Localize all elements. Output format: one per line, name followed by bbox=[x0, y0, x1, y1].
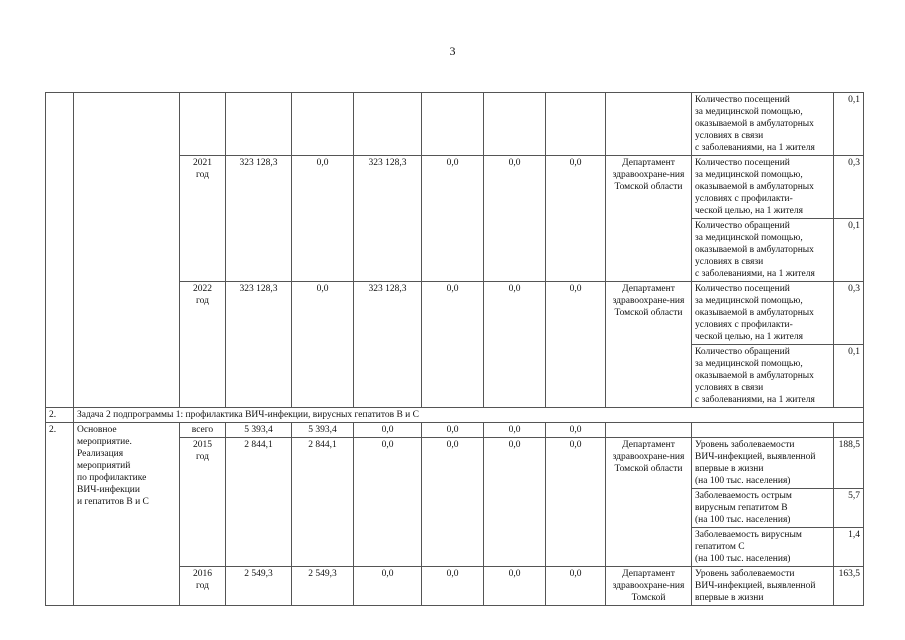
responsible-cell: Департамент здравоохране-ния Томской области bbox=[606, 282, 692, 408]
indicator-value: 188,5 bbox=[834, 438, 864, 489]
indicator-name: Количество посещений за медицинской помощью, оказываемой в амбулаторных условиях с профилакти- ческой целью, на 1 жителя bbox=[692, 156, 834, 219]
responsible-cell: Департамент здравоохране-ния Томской области bbox=[606, 156, 692, 282]
amount-cell: 0,0 bbox=[546, 567, 606, 606]
indicator-value: 0,3 bbox=[834, 282, 864, 345]
amount-cell: 0,0 bbox=[484, 438, 546, 567]
amount-cell: 0,0 bbox=[546, 282, 606, 408]
amount-cell: 2 549,3 bbox=[226, 567, 292, 606]
amount-cell: 0,0 bbox=[484, 156, 546, 282]
program-table bbox=[45, 92, 864, 606]
indicator-value: 5,7 bbox=[834, 489, 864, 528]
indicator-name: Заболеваемость вирусным гепатитом С (на 100 тыс. населения) bbox=[692, 528, 834, 567]
amount-cell: 0,0 bbox=[292, 156, 354, 282]
amount-cell: 0,0 bbox=[422, 567, 484, 606]
amount-cell: 0,0 bbox=[422, 282, 484, 408]
amount-cell: 0,0 bbox=[422, 438, 484, 567]
table-row bbox=[46, 93, 864, 156]
indicator-value: 0,1 bbox=[834, 219, 864, 282]
amount-cell: 323 128,3 bbox=[354, 282, 422, 408]
event-name-cell bbox=[74, 93, 180, 408]
year-cell: 2016 год bbox=[180, 567, 226, 606]
year-cell: 2021 год bbox=[180, 156, 226, 282]
indicator-value: 0,3 bbox=[834, 156, 864, 219]
amount-cell: 0,0 bbox=[354, 423, 422, 438]
indicator-name: Количество посещений за медицинской помощью, оказываемой в амбулаторных условиях с профилакти- ческой целью, на 1 жителя bbox=[692, 282, 834, 345]
amount-cell: 5 393,4 bbox=[226, 423, 292, 438]
amount-cell: 2 844,1 bbox=[226, 438, 292, 567]
amount-cell: 2 549,3 bbox=[292, 567, 354, 606]
task-number: 2. bbox=[46, 408, 74, 423]
indicator-value: 1,4 bbox=[834, 528, 864, 567]
task-title: Задача 2 подпрограммы 1: профилактика ВИЧ-инфекции, вирусных гепатитов В и С bbox=[74, 408, 864, 423]
indicator-value: 163,5 bbox=[834, 567, 864, 606]
indicator-value: 0,1 bbox=[834, 345, 864, 408]
indicator-name: Количество обращений за медицинской помощью, оказываемой в амбулаторных условиях в связи с заболеваниями, на 1 жителя bbox=[692, 219, 834, 282]
table-row bbox=[46, 423, 864, 438]
amount-cell: 0,0 bbox=[546, 423, 606, 438]
amount-cell: 0,0 bbox=[484, 282, 546, 408]
task-row bbox=[46, 408, 864, 423]
amount-cell: 0,0 bbox=[546, 156, 606, 282]
year-cell: 2022 год bbox=[180, 282, 226, 408]
indicator-name: Заболеваемость острым вирусным гепатитом В (на 100 тыс. населения) bbox=[692, 489, 834, 528]
year-cell: 2015 год bbox=[180, 438, 226, 567]
event-number: 2. bbox=[46, 423, 74, 606]
indicator-name: Количество посещений за медицинской помощью, оказываемой в амбулаторных условиях в связи с заболеваниями, на 1 жителя bbox=[692, 93, 834, 156]
indicator-name: Уровень заболеваемости ВИЧ-инфекцией, выявленной впервые в жизни bbox=[692, 567, 834, 606]
amount-cell: 0,0 bbox=[484, 423, 546, 438]
event-name: Основное мероприятие. Реализация мероприятий по профилактике ВИЧ-инфекции и гепатитов В и С bbox=[74, 423, 180, 606]
year-cell: всего bbox=[180, 423, 226, 438]
indicator-name: Количество обращений за медицинской помощью, оказываемой в амбулаторных условиях в связи с заболеваниями, на 1 жителя bbox=[692, 345, 834, 408]
amount-cell: 0,0 bbox=[546, 438, 606, 567]
indicator-name: Уровень заболеваемости ВИЧ-инфекцией, выявленной впервые в жизни (на 100 тыс. населения) bbox=[692, 438, 834, 489]
num-cell bbox=[46, 93, 74, 408]
amount-cell: 0,0 bbox=[354, 438, 422, 567]
amount-cell: 0,0 bbox=[484, 567, 546, 606]
indicator-value: 0,1 bbox=[834, 93, 864, 156]
amount-cell: 323 128,3 bbox=[226, 282, 292, 408]
responsible-cell: Департамент здравоохране-ния Томской области bbox=[606, 438, 692, 567]
amount-cell: 0,0 bbox=[354, 567, 422, 606]
amount-cell: 0,0 bbox=[292, 282, 354, 408]
amount-cell: 323 128,3 bbox=[226, 156, 292, 282]
responsible-cell: Департамент здравоохране-ния Томской bbox=[606, 567, 692, 606]
amount-cell: 0,0 bbox=[422, 156, 484, 282]
amount-cell: 0,0 bbox=[422, 423, 484, 438]
page-number: 3 bbox=[449, 44, 456, 58]
amount-cell: 5 393,4 bbox=[292, 423, 354, 438]
amount-cell: 323 128,3 bbox=[354, 156, 422, 282]
amount-cell: 2 844,1 bbox=[292, 438, 354, 567]
